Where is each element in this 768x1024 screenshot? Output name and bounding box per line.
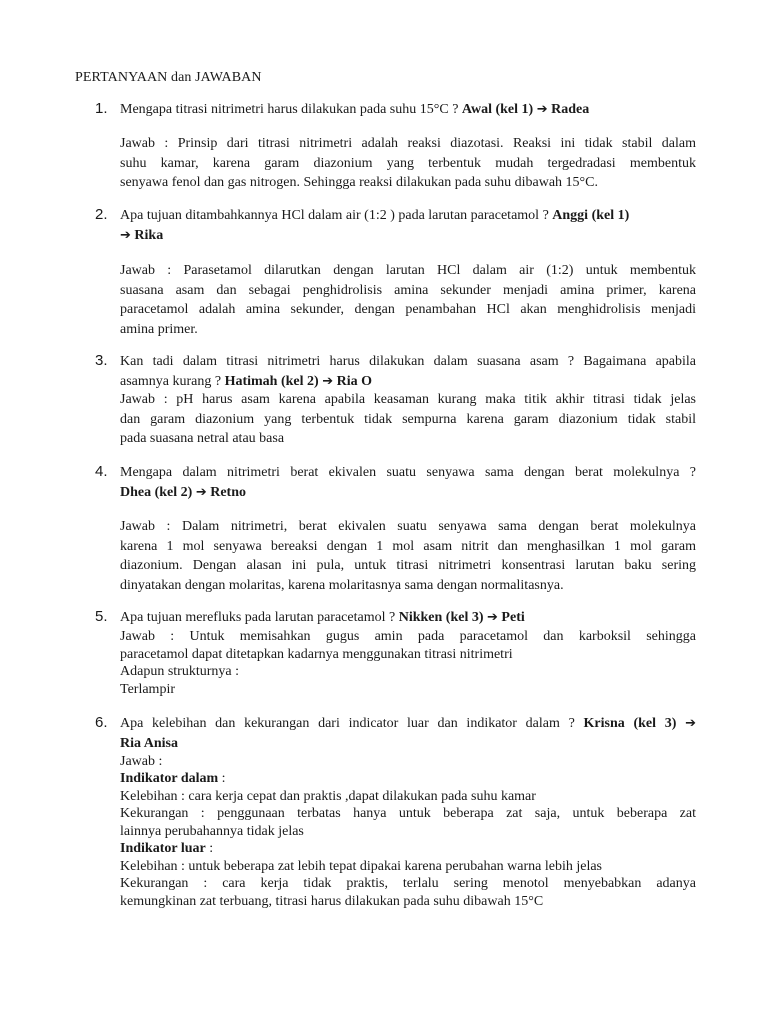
question-6 [120, 714, 696, 734]
question-1 [120, 100, 696, 120]
item-number-6: 6. [95, 714, 108, 731]
question-2 [120, 206, 696, 246]
question-3 [120, 352, 696, 392]
asker-name: Hatimah (kel 2) [224, 374, 319, 389]
answer-line: Kekurangan : penggunaan terbatas hanya untuk beberapa zat saja, untuk beberapa zat [120, 806, 696, 821]
answer-line: amina primer. [120, 321, 198, 337]
answer-line: Terlampir [120, 681, 175, 697]
answer-line: lainnya perubahannya tidak jelas [120, 823, 304, 839]
answerer-name: Peti [501, 610, 525, 625]
answer-line: Kelebihan : untuk beberapa zat lebih tepat dipakai karena perubahan warna lebih jelas [120, 858, 603, 874]
answer-5 [120, 628, 696, 698]
question-text: Apa kelebihan dan kekurangan dari indicator luar dan indikator dalam ? [120, 716, 575, 731]
item-number-2: 2. [95, 206, 108, 223]
answer-line: Kelebihan : cara kerja cepat dan praktis ,dapat dilakukan pada suhu kamar [120, 788, 536, 804]
page-title: PERTANYAAN dan JAWABAN [75, 70, 262, 85]
answer-6 [120, 735, 696, 910]
asker-name: Dhea (kel 2) [120, 485, 193, 500]
answer-line: dinyatakan dengan molaritas, karena molaritasnya sama dengan normalitasnya. [120, 577, 564, 593]
answer-label: Jawab : [120, 753, 163, 769]
item-number-1: 1. [95, 100, 108, 117]
question-text: Kan tadi dalam titrasi nitrimetri harus dilakukan dalam suasana asam ? Bagaimana apabila [120, 354, 696, 369]
answer-4 [120, 517, 696, 595]
arrow-right-icon: ➔ [195, 485, 207, 500]
arrow-right-icon: ➔ [685, 716, 697, 731]
answer-line: Jawab : Prinsip dari titrasi nitrimetri adalah reaksi diazotasi. Reaksi ini tidak stabil dalam [120, 136, 696, 151]
indikator-luar-heading: Indikator luar [120, 841, 206, 856]
answer-line: karena 1 mol senyawa bereaksi dengan 1 mol asam nitrit dan menghasilkan 1 mol garam [120, 538, 696, 554]
answer-line: Jawab : Parasetamol dilarutkan dengan larutan HCl dalam air (1:2) untuk membentuk [120, 263, 696, 278]
answerer-name: Retno [210, 485, 247, 500]
answer-line: paracetamol dapat ditetapkan kadarnya menggunakan titrasi nitrimetri [120, 646, 513, 662]
question-text: asamnya kurang ? [120, 374, 222, 389]
asker-name: Nikken (kel 3) [398, 610, 484, 625]
question-text: Apa tujuan merefluks pada larutan paracetamol ? [120, 610, 396, 625]
answer-3 [120, 390, 696, 449]
answer-line: senyawa fenol dan gas nitrogen. Sehingga reaksi dilakukan pada suhu dibawah 15°C. [120, 175, 598, 190]
question-5 [120, 608, 696, 628]
question-text: Mengapa dalam nitrimetri berat ekivalen suatu senyawa sama dengan berat molekulnya ? [120, 465, 696, 480]
answer-1 [120, 134, 696, 193]
arrow-right-icon: ➔ [120, 228, 131, 243]
asker-name: Anggi (kel 1) [552, 208, 630, 223]
answer-line: pada suasana netral atau basa [120, 431, 285, 446]
answer-line: Jawab : Dalam nitrimetri, berat ekivalen suatu senyawa sama dengan berat molekulnya [120, 519, 696, 534]
asker-name: Awal (kel 1) [461, 102, 534, 117]
answer-line: suasana asam dan sebagai penghidrolisis amina sekunder menjadi amina primer, karena [120, 282, 696, 298]
answer-line: kemungkinan zat terbuang, titrasi harus dilakukan pada suhu dibawah 15°C [120, 893, 544, 909]
answer-line: suhu kamar, karena garam diazonium yang terbentuk mudah tergedradasi membentuk [120, 155, 696, 171]
question-text: Mengapa titrasi nitrimetri harus dilakukan pada suhu 15°C ? [120, 102, 459, 117]
answer-line: dan garam diazonium yang terbentuk tidak sempurna karena garam diazonium tidak stabil [120, 411, 696, 427]
item-number-5: 5. [95, 608, 108, 625]
arrow-right-icon: ➔ [487, 610, 498, 625]
heading-colon: : [205, 841, 214, 856]
question-4 [120, 463, 696, 503]
answer-line: Jawab : Untuk memisahkan gugus amin pada paracetamol dan karboksil sehingga [120, 629, 696, 644]
question-text: Apa tujuan ditambahkannya HCl dalam air (1:2 ) pada larutan paracetamol ? [120, 208, 549, 223]
arrow-right-icon: ➔ [536, 102, 548, 117]
answer-2 [120, 261, 696, 339]
answerer-name: Radea [551, 102, 590, 117]
answer-line: paracetamol adalah amina sekunder, dengan penambahan HCl akan menghidrolisis menjadi [120, 302, 696, 317]
answerer-name: Ria Anisa [120, 736, 178, 751]
asker-name: Krisna (kel 3) [583, 716, 677, 731]
answerer-name: Ria O [336, 374, 372, 389]
item-number-4: 4. [95, 463, 108, 480]
answer-line: diazonium. Dengan alasan ini pula, untuk titrasi nitrimetri konsentrasi larutan baku sering [120, 558, 696, 573]
arrow-right-icon: ➔ [322, 374, 334, 389]
answerer-name: Rika [134, 228, 164, 243]
answer-line: Kekurangan : cara kerja tidak praktis, terlalu sering menotol menyebabkan adanya [120, 876, 696, 891]
answer-line: Jawab : pH harus asam karena apabila keasaman kurang maka titik akhir titrasi tidak jelas [120, 392, 696, 407]
item-number-3: 3. [95, 352, 108, 369]
answer-line: Adapun strukturnya : [120, 664, 239, 679]
indikator-dalam-heading: Indikator dalam [120, 771, 219, 786]
heading-colon: : [218, 771, 226, 786]
